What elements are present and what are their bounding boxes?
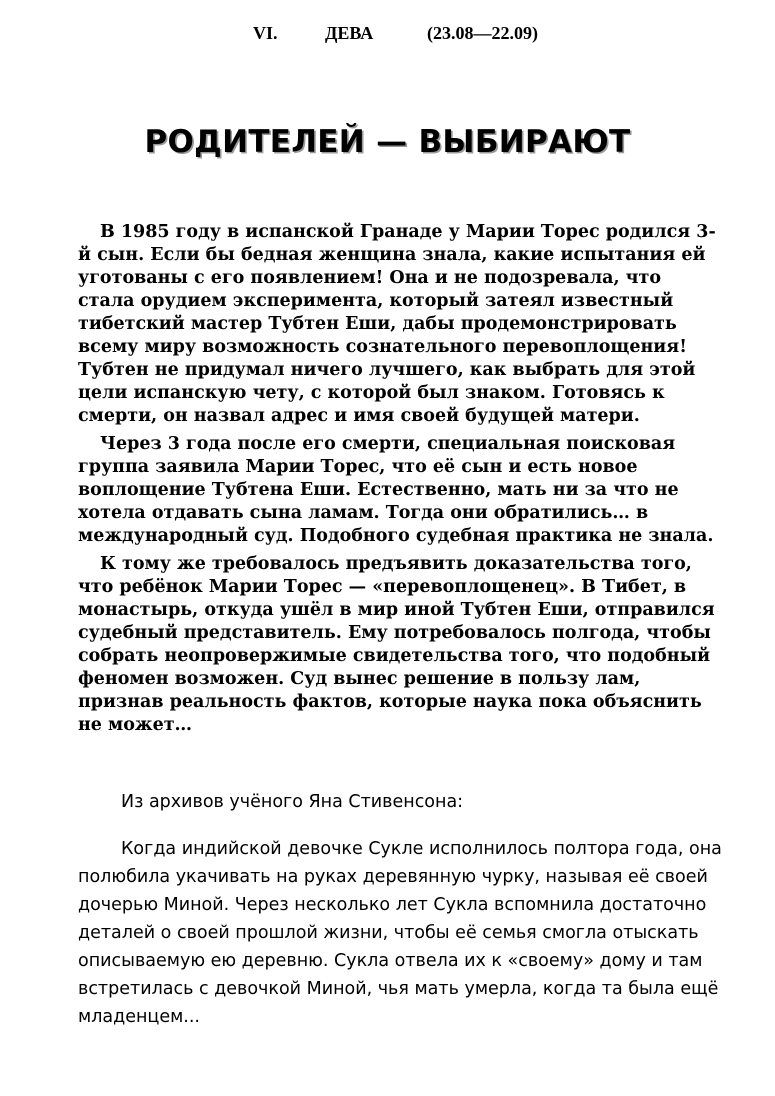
story-paragraph-2: Через 3 года после его смерти, специальная поисковая группа заявила Марии Торес, что её сын и есть новое воплощение Тубтена Еши. Естественно, мать ни за что не хотела отдавать сына ламам. Тогда они обратились… в международный суд. Подобного судебная практика не знала. — [78, 434, 714, 546]
story-paragraph-1: В 1985 году в испанской Гранаде у Марии Торес родился 3-й сын. Если бы бедная женщина знала, какие испытания ей уготованы с его появлением! Она и не подозревала, что стала орудием эксперимента, который затеял известный тибетский мастер Тубтен Еши, дабы продемонстрировать всему миру возможность сознательного перевоплощения! Тубтен не придумал ничего лучшего, как выбрать для этой цели испанскую чету, с которой был знаком. Готовясь к смерти, он назвал адрес и имя своей будущей матери. — [78, 222, 716, 426]
zodiac-dates: (23.08—22.09) — [427, 23, 538, 43]
page-header — [0, 20, 775, 46]
zodiac-sign: ДЕВА — [325, 23, 374, 43]
page-title: РОДИТЕЛЕЙ — ВЫБИРАЮТ — [144, 124, 631, 160]
story-section — [78, 221, 718, 742]
archive-section — [78, 788, 728, 1031]
archive-paragraph: Когда индийской девочке Сукле исполнилось полтора года, она полюбила укачивать на руках деревянную чурку, называя её своей дочерью Миной. Через несколько лет Сукла вспомнила достаточно деталей о своей прошлой жизни, чтобы её семья смогла отыскать описываемую ею деревню. Сукла отвела их к «своему» дому и там встретилась с девочкой Миной, чья мать умерла, когда та была ещё младенцем... — [78, 839, 722, 1027]
archive-heading: Из архивов учёного Яна Стивенсона: — [121, 792, 464, 812]
chapter-number: VI. — [253, 23, 278, 43]
story-paragraph-3: К тому же требовалось предъявить доказательства того, что ребёнок Марии Торес — «перевоплощенец». В Тибет, в монастырь, откуда ушёл в мир иной Тубтен Еши, отправился судебный представитель. Ему потребовалось полгода, чтобы собрать неопровержимые свидетельства того, что подобный феномен возможен. Суд вынес решение в пользу лам, признав реальность фактов, которые наука пока объяснить не может… — [78, 554, 715, 735]
